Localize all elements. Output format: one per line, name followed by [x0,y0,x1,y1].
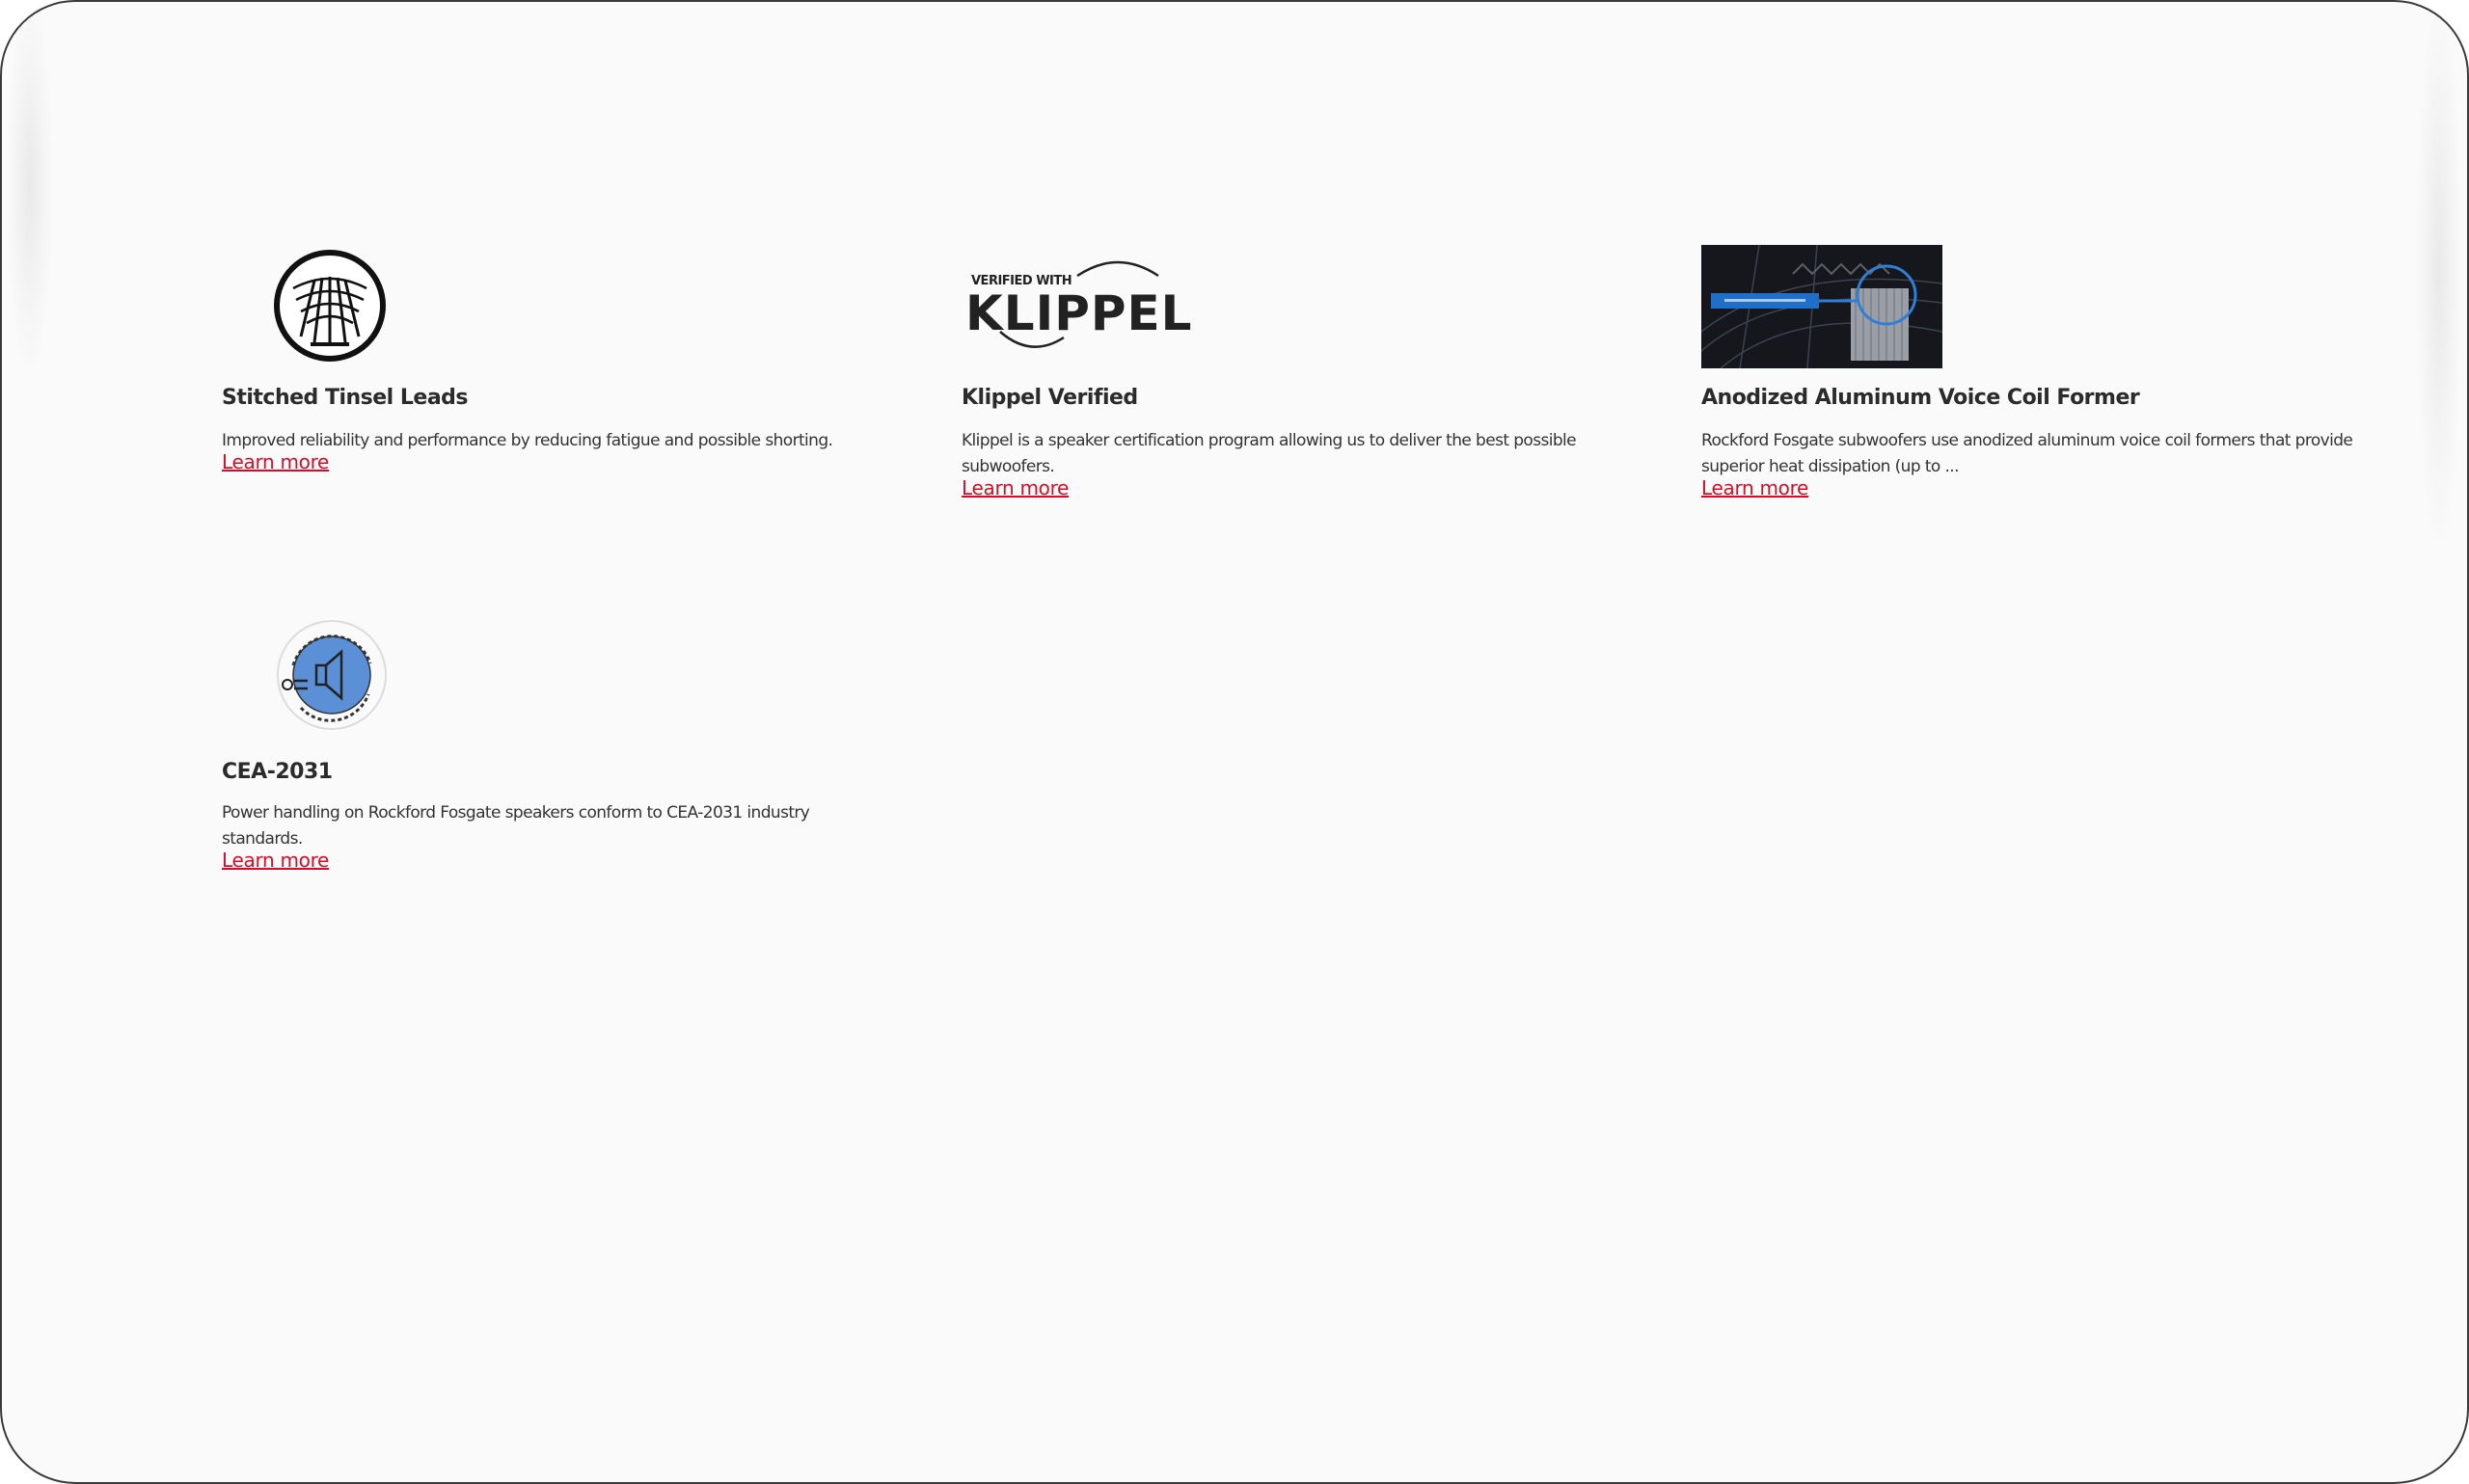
learn-more-link[interactable]: Learn more [1701,476,1809,499]
klippel-logo-small-text: VERIFIED WITH [971,274,1072,288]
klippel-logo-main-text: KLIPPEL [965,285,1193,341]
feature-title: Klippel Verified [962,386,1138,410]
feature-title: Stitched Tinsel Leads [222,386,469,410]
feature-title: Anodized Aluminum Voice Coil Former [1701,386,2140,410]
right-edge-shadow [2417,2,2461,542]
feature-description: Improved reliability and performance by reducing fatigue and possible shorting. [222,431,833,450]
tinsel-leads-icon [272,248,388,368]
cea-2031-badge [274,615,390,738]
left-edge-shadow [8,2,52,368]
feature-title: CEA-2031 [222,760,333,784]
learn-more-link[interactable]: Learn more [962,476,1070,499]
voice-coil-image [1701,245,1942,373]
feature-description: Klippel is a speaker certification program allowing us to deliver the best possible subwoofers. [962,431,1577,476]
feature-description: Rockford Fosgate subwoofers use anodized aluminum voice coil formers that provide superior heat dissipation (up to ... [1701,431,2353,476]
feature-description: Power handling on Rockford Fosgate speakers conform to CEA-2031 industry standards. [222,803,810,849]
klippel-logo [963,253,1193,364]
learn-more-link[interactable]: Learn more [222,849,330,872]
learn-more-link[interactable]: Learn more [222,450,330,473]
